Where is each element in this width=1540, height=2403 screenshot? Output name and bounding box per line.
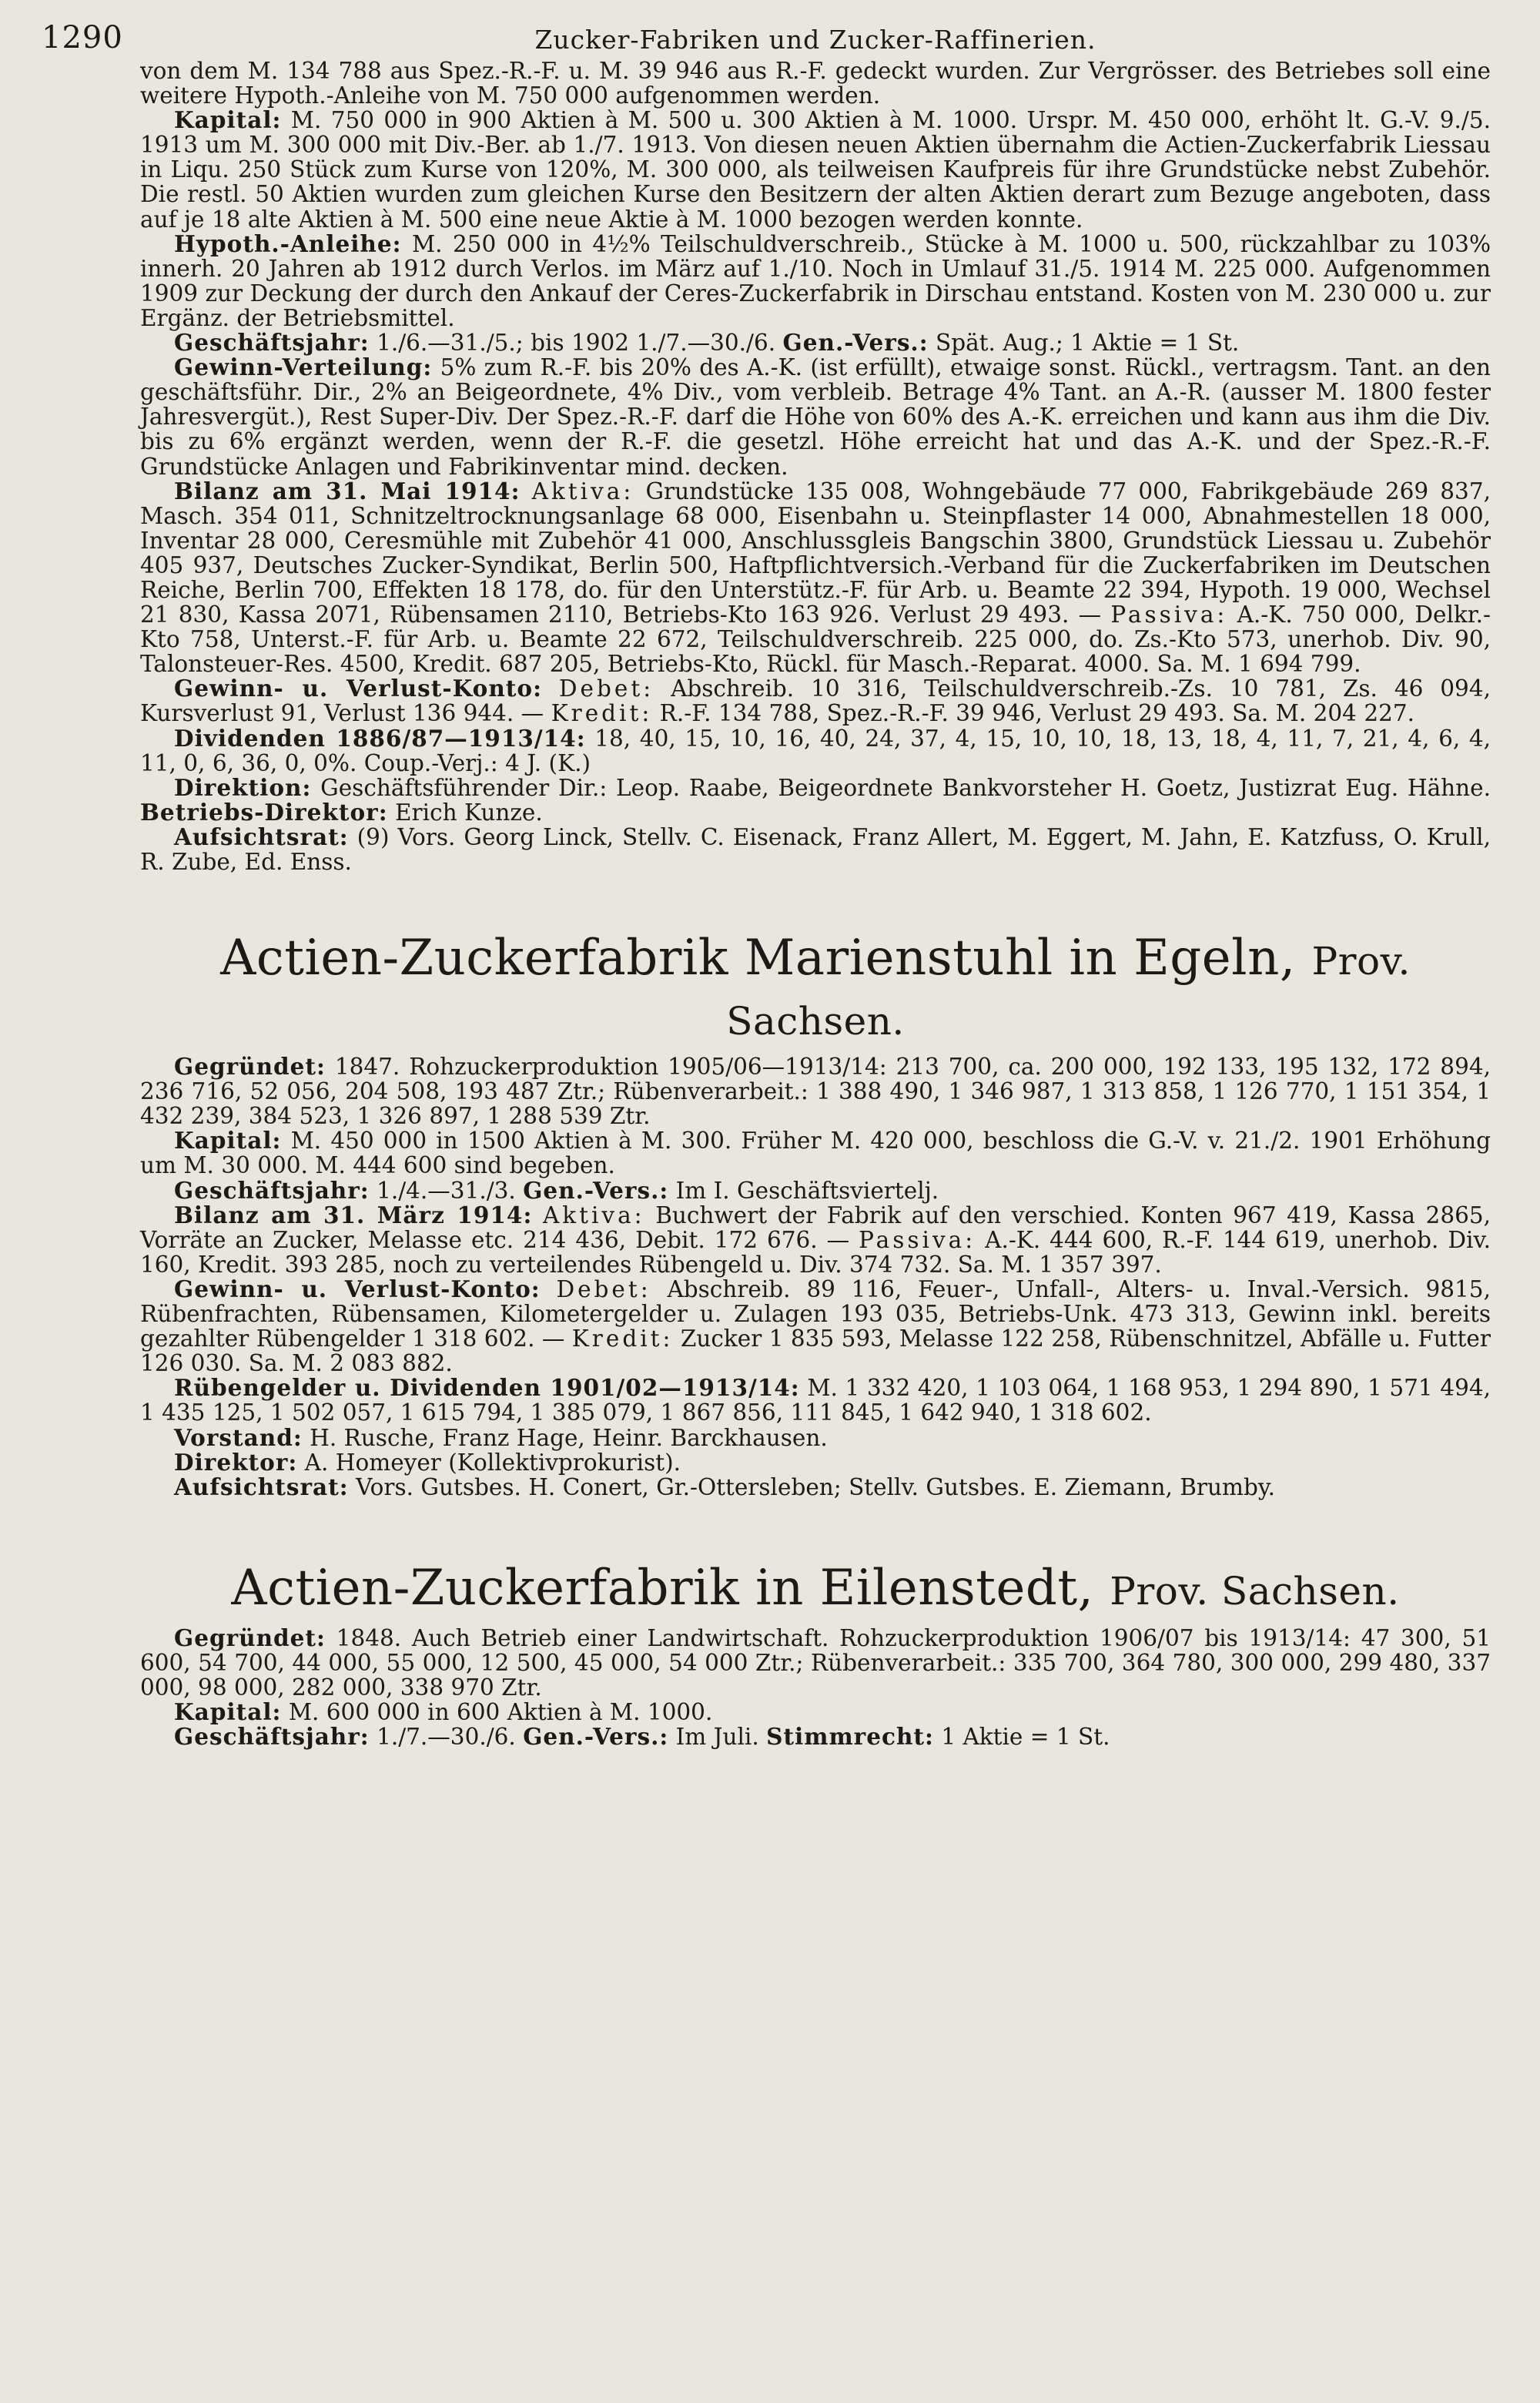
founded-label: Gegründet: — [174, 1053, 326, 1081]
company-heading-marienstuhl — [140, 930, 1491, 1050]
director-text: A. Homeyer (Kollektivprokurist). — [304, 1449, 681, 1476]
assets-label: Aktiva: — [531, 478, 634, 504]
fiscal-year-text: 1./6.—31./5.; bis 1902 1./7.—30./6. — [377, 330, 776, 357]
capital-label: Kapital: — [174, 1127, 282, 1155]
voting-right-text: 1 Aktie = 1 St. — [1070, 330, 1240, 357]
general-meeting-label: Gen.-Vers.: — [782, 329, 929, 357]
liabilities-text: A.-K. 750 000, Delkr.-Kto 758, Unterst.-F. für Arb. u. Beamte 22 672, Teilschuldverschreib. 225 000, do. Zs.-Kto 573, unerhob. Div. 90, Talonsteuer-Res. 4500, Kredit. 687 205, Betriebs-Kto, Rückl. für Masch.-Reparat. 4000. Sa. M. 1 694 799. — [140, 602, 1491, 678]
profit-loss-label: Gewinn- u. Verlust-Konto: — [174, 1275, 541, 1302]
fiscal-year-label: Geschäftsjahr: — [174, 1723, 370, 1751]
fiscal-year-paragraph — [140, 330, 1491, 355]
capital-label: Kapital: — [174, 106, 282, 134]
board-text: H. Rusche, Franz Hage, Heinr. Barckhausen. — [310, 1424, 828, 1451]
assets-text: Buchwert der Fabrik auf den verschied. Konten 967 419, Kassa 2865, Vorräte an Zucker, Melasse etc. 214 436, Debit. 172 676. — — [140, 1202, 1491, 1253]
liabilities-text: A.-K. 444 600, R.-F. 144 619, unerhob. Div. 160, Kredit. 393 285, noch zu verteilendes Rübengeld u. Div. 374 732. Sa. M. 1 357 397. — [140, 1226, 1491, 1278]
voting-right-label: Stimmrecht: — [766, 1723, 934, 1751]
capital-text: M. 600 000 in 600 Aktien à M. 1000. — [288, 1699, 713, 1726]
dividends-paragraph — [140, 726, 1491, 776]
supervisory-board-text: Vors. Gutsbes. H. Conert, Gr.-Ottersleben; Stellv. Gutsbes. E. Ziemann, Brumby. — [356, 1473, 1275, 1500]
founded-text: 1847. Rohzuckerproduktion 1905/06—1913/14: 213 700, ca. 200 000, 192 133, 195 132, 172 894, 236 716, 52 056, 204 508, 193 487 Ztr.; Rübenverarbeit.: 1 388 490, 1 346 987, 1 313 858, 1 126 770, 1 151 354, 1 432 239, 384 523, 1 326 897, 1 288 539 Ztr. — [140, 1054, 1491, 1130]
mortgage-loan-label: Hypoth.-Anleihe: — [174, 230, 402, 257]
balance-sheet-label: Bilanz am 31. Mai 1914: — [174, 477, 521, 504]
management-label: Direktion: — [174, 773, 312, 801]
beet-money-dividends-label: Rübengelder u. Dividenden 1901/02—1913/14: — [174, 1374, 800, 1402]
debit-text: Abschreib. 10 316, Teilschuldverschreib.-Zs. 10 781, Zs. 46 094, Kursverlust 91, Verlust 136 944. — — [140, 675, 1491, 727]
founded-paragraph — [140, 1054, 1491, 1128]
operations-director-label: Betriebs-Direktor: — [140, 798, 388, 826]
dividends-text: 18, 40, 15, 10, 16, 40, 24, 37, 4, 15, 10, 10, 18, 13, 18, 4, 11, 7, 21, 4, 6, 4, 11, 0, 6, 36, 0, 0%. Coup.-Verj.: 4 J. (K.) — [140, 725, 1491, 776]
entry-marienstuhl — [140, 930, 1491, 1500]
debit-text: Abschreib. 89 116, Feuer-, Unfall-, Alters- u. Inval.-Versich. 9815, Rübenfrachten, Rübensamen, Kilometergelder u. Zulagen 193 035, Betriebs-Unk. 473 313, Gewinn inkl. bereits gezahlter Rübengelder 1 318 602. — — [140, 1275, 1491, 1352]
capital-paragraph — [140, 1700, 1491, 1724]
mortgage-loan-paragraph — [140, 232, 1491, 330]
supervisory-board-label: Aufsichtsrat: — [174, 1473, 349, 1500]
capital-text: M. 450 000 in 1500 Aktien à M. 300. Früher M. 420 000, beschloss die G.-V. v. 21./2. 1901 Erhöhung um M. 30 000. M. 444 600 sind begeben. — [140, 1128, 1491, 1179]
dividends-label: Dividenden 1886/87—1913/14: — [174, 724, 586, 752]
fiscal-year-text: 1./4.—31./3. — [377, 1177, 516, 1204]
profit-loss-paragraph — [140, 1277, 1491, 1376]
fiscal-year-paragraph — [140, 1178, 1491, 1203]
credit-text: R.-F. 134 788, Spez.-R.-F. 39 946, Verlust 29 493. Sa. M. 204 227. — [659, 700, 1415, 727]
balance-sheet-label: Bilanz am 31. März 1914: — [174, 1201, 533, 1228]
capital-label: Kapital: — [174, 1698, 282, 1726]
company-name: Actien-Zuckerfabrik in Eilenstedt, — [231, 1559, 1094, 1617]
liabilities-label: Passiva: — [1110, 602, 1228, 628]
founded-paragraph — [140, 1626, 1491, 1700]
assets-text: Grundstücke 135 008, Wohngebäude 77 000, Fabrikgebäude 269 837, Masch. 354 011, Schnitzeltrocknungsanlage 68 000, Eisenbahn u. Steinpflaster 14 000, Abnahmestellen 18 000, Inventar 28 000, Ceresmühle mit Zubehör 41 000, Anschlussgleis Bangschin 3800, Grundstück Liessau u. Zubehör 405 937, Deutsches Zucker-Syndikat, Berlin 500, Haftpflichtversich.-Verband für die Zuckerfabriken im Deutschen Reiche, Berlin 700, Effekten 18 178, do. für den Unterstütz.-F. für Arb. u. Beamte 22 394, Hypoth. 19 000, Wechsel 21 830, Kassa 2071, Rübensamen 2110, Betriebs-Kto 163 926. Verlust 29 493. — — [140, 478, 1491, 628]
profit-distribution-text: 5% zum R.-F. bis 20% des A.-K. (ist erfüllt), etwaige sonst. Rückl., vertragsm. Tant. an den geschäftsführ. Dir., 2% an Beigeordnete, 4% Div., vom verbleib. Betrage 4% Tant. an A.-R. (ausser M. 1800 fester Jahresvergüt.), Rest Super-Div. Der Spez.-R.-F. darf die Höhe von 60% des A.-K. erreichen und kann aus ihm die Div. bis zu 6% ergänzt werden, wenn der R.-F. die gesetzl. Höhe erreicht hat und das A.-K. und der Spez.-R.-F. Grundstücke Anlagen und Fabrikinventar mind. decken. — [140, 354, 1491, 480]
credit-label: Kredit: — [571, 1326, 674, 1352]
supervisory-board-paragraph — [140, 825, 1491, 874]
assets-label: Aktiva: — [542, 1202, 645, 1228]
company-heading-eilenstedt — [140, 1560, 1491, 1620]
capital-paragraph — [140, 1128, 1491, 1178]
founded-text: 1848. Auch Betrieb einer Landwirtschaft. Rohzuckerproduktion 1906/07 bis 1913/14: 47 300, 51 600, 54 700, 44 000, 55 000, 12 500, 45 000, 54 000 Ztr.; Rübenverarbeit.: 335 700, 364 780, 300 000, 299 480, 337 000, 98 000, 282 000, 338 970 Ztr. — [140, 1624, 1491, 1701]
liabilities-label: Passiva: — [859, 1226, 976, 1253]
page-number: 1290 — [42, 20, 123, 55]
beet-money-dividends-text: M. 1 332 420, 1 103 064, 1 168 953, 1 294 890, 1 571 494, 1 435 125, 1 502 057, 1 615 794, 1 385 079, 1 867 856, 111 845, 1 642 940, 1 318 602. — [140, 1375, 1491, 1426]
general-meeting-text: Im Juli. — [675, 1724, 759, 1751]
board-label: Vorstand: — [174, 1423, 303, 1451]
profit-distribution-paragraph — [140, 355, 1491, 478]
general-meeting-label: Gen.-Vers.: — [523, 1723, 669, 1751]
company-location: Prov. Sachsen. — [1110, 1568, 1400, 1614]
company-name: Actien-Zuckerfabrik Marienstuhl in Egeln, — [220, 930, 1296, 987]
general-meeting-label: Gen.-Vers.: — [523, 1176, 669, 1204]
profit-loss-label: Gewinn- u. Verlust-Konto: — [174, 675, 542, 702]
fiscal-year-text: 1./7.—30./6. — [377, 1724, 516, 1751]
balance-sheet-paragraph — [140, 1203, 1491, 1277]
balance-sheet-paragraph — [140, 479, 1491, 677]
founded-label: Gegründet: — [174, 1624, 326, 1651]
supervisory-board-label: Aufsichtsrat: — [174, 823, 349, 850]
beet-money-dividends-paragraph — [140, 1376, 1491, 1425]
running-title: Zucker-Fabriken und Zucker-Raffinerien. — [534, 25, 1096, 55]
mortgage-loan-text: M. 250 000 in 4½% Teilschuldverschreib., Stücke à M. 1000 u. 500, rückzahlbar zu 103% innerh. 20 Jahren ab 1912 durch Verlos. im März auf 1./10. Noch in Umlauf 31./5. 1914 M. 225 000. Aufgenommen 1909 zur Deckung der durch den Ankauf der Ceres-Zuckerfabrik in Dirschau entstand. Kosten von M. 230 000 u. zur Ergänz. der Betriebsmittel. — [140, 230, 1491, 331]
fiscal-year-label: Geschäftsjahr: — [174, 1176, 370, 1204]
credit-label: Kredit: — [551, 700, 653, 727]
profit-distribution-label: Gewinn-Verteilung: — [174, 354, 433, 381]
director-paragraph — [140, 1450, 1491, 1475]
capital-text: M. 750 000 in 900 Aktien à M. 500 u. 300 Aktien à M. 1000. Urspr. M. 450 000, erhöht lt. G.-V. 9./5. 1913 um M. 300 000 mit Div.-Ber. ab 1./7. 1913. Von diesen neuen Aktien übernahm die Actien-Zuckerfabrik Liessau in Liqu. 250 Stück zum Kurse von 120%, M. 300 000, als teilweisen Kaufpreis für ihre Grundstücke nebst Zubehör. Die restl. 50 Aktien wurden zum gleichen Kurse den Besitzern der alten Aktien derart zum Bezuge angeboten, dass auf je 18 alte Aktien à M. 500 eine neue Aktie à M. 1000 bezogen werden konnte. — [140, 107, 1491, 233]
entry-intro: von dem M. 134 788 aus Spez.-R.-F. u. M. 39 946 aus R.-F. gedeckt wurden. Zur Vergrösser. des Betriebes soll eine weitere Hypoth.-Anleihe von M. 750 000 aufgenommen werden. — [140, 58, 1491, 109]
operations-director-text: Erich Kunze. — [395, 799, 543, 826]
credit-text: Zucker 1 835 593, Melasse 122 258, Rübenschnitzel, Abfälle u. Futter 126 030. Sa. M. 2 083 882. — [140, 1326, 1491, 1377]
company-location: Prov. Sachsen. — [726, 939, 1411, 1044]
running-head — [42, 14, 1491, 59]
entry-eilenstedt — [140, 1560, 1491, 1749]
fiscal-year-label: Geschäftsjahr: — [174, 329, 370, 357]
profit-loss-paragraph — [140, 676, 1491, 726]
supervisory-board-paragraph — [140, 1475, 1491, 1500]
director-label: Direktor: — [174, 1448, 298, 1476]
management-text: Geschäftsführender Dir.: Leop. Raabe, Beigeordnete Bankvorsteher H. Goetz, Justizrat Eug. Hähne. — [320, 774, 1491, 801]
debit-label: Debet: — [556, 1275, 651, 1302]
supervisory-board-text: (9) Vors. Georg Linck, Stellv. C. Eisenack, Franz Allert, M. Eggert, M. Jahn, E. Katzfuss, O. Krull, R. Zube, Ed. Enss. — [140, 823, 1491, 875]
debit-label: Debet: — [558, 675, 654, 702]
voting-right-text: 1 Aktie = 1 St. — [941, 1724, 1110, 1751]
general-meeting-text: Spät. Aug.; — [935, 330, 1063, 357]
capital-paragraph — [140, 108, 1491, 231]
general-meeting-text: Im I. Geschäftsviertelj. — [675, 1177, 939, 1204]
entry-continued — [140, 59, 1491, 874]
management-paragraph — [140, 773, 1491, 826]
fiscal-year-paragraph — [140, 1724, 1491, 1749]
board-paragraph — [140, 1423, 1491, 1451]
